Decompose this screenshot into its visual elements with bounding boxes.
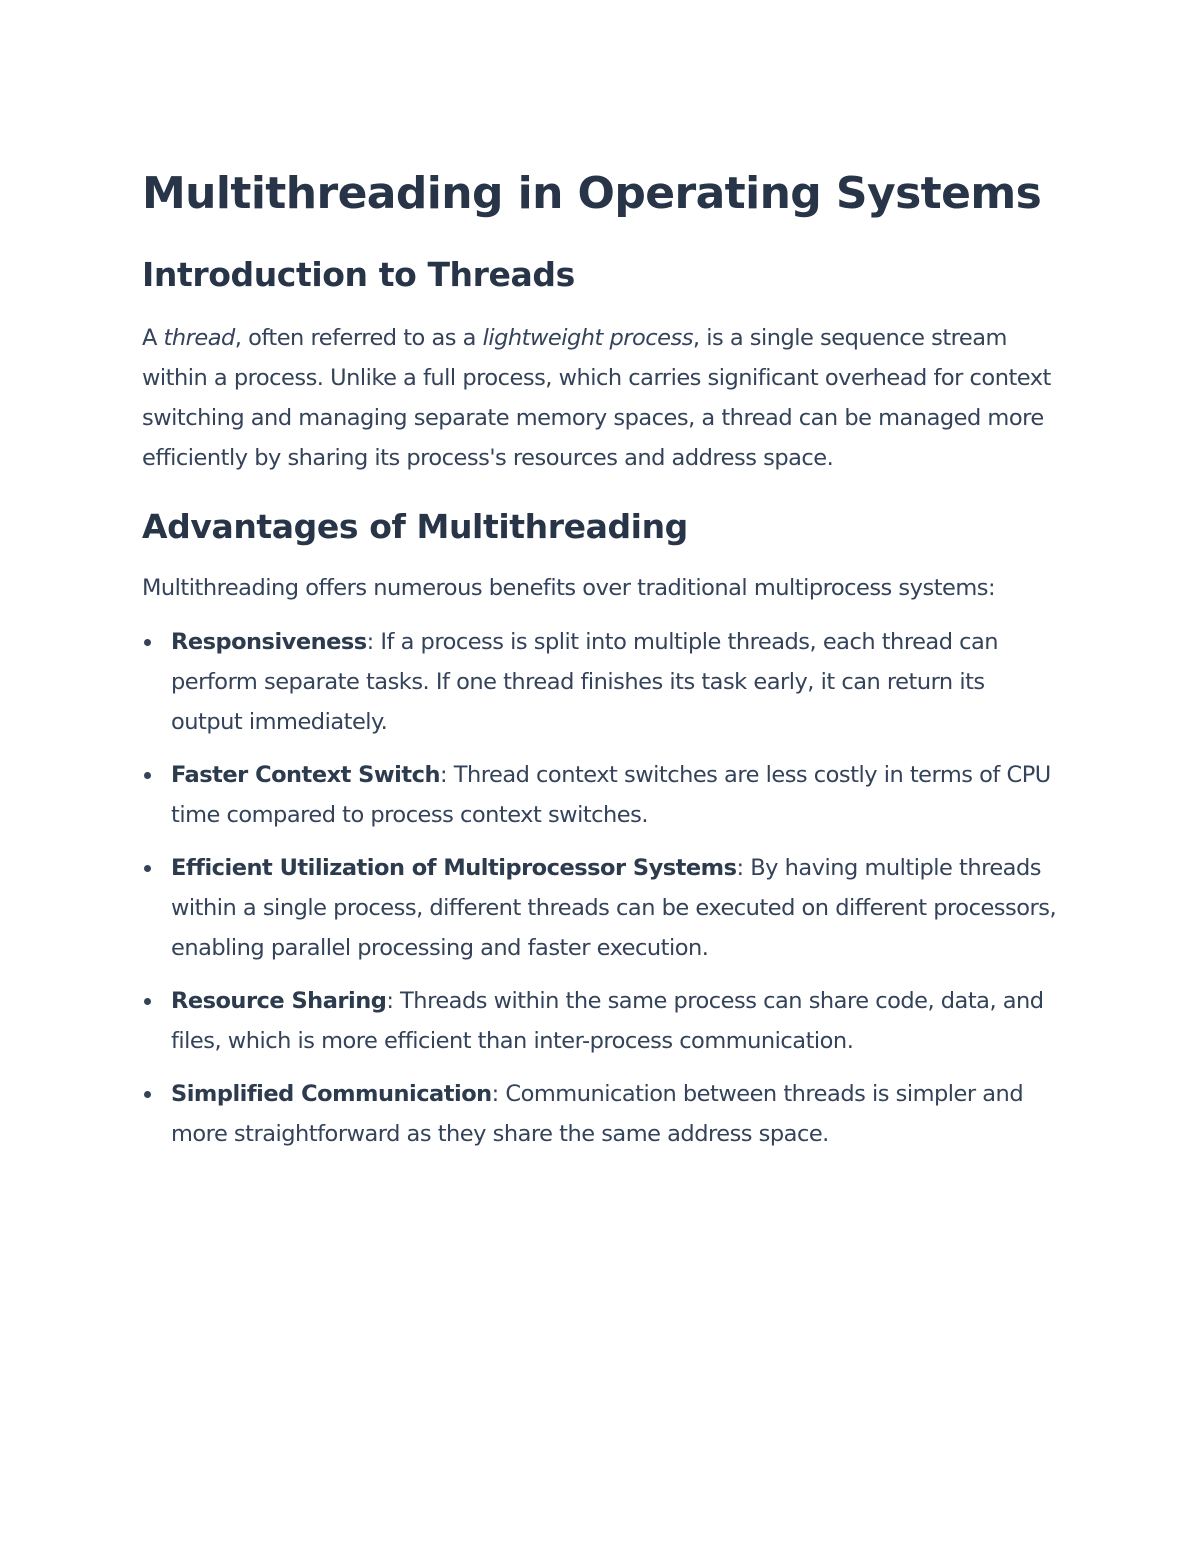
page-title: Multithreading in Operating Systems <box>142 168 1042 219</box>
list-item-text: : Communication between threads is simpler and more straightforward as they share the same address space. <box>171 1081 1024 1147</box>
list-item <box>142 622 1062 742</box>
list-item <box>142 848 1062 968</box>
intro-text-end: , is a single sequence stream within a process. Unlike a full process, which carries significant overhead for context switching and managing separate memory spaces, a thread can be managed more efficiently by sharing its process's resources and address space. <box>142 325 1051 471</box>
intro-text-start: A <box>142 325 164 351</box>
list-item-term: Responsiveness <box>171 629 367 655</box>
list-item <box>142 981 1062 1061</box>
section-heading-introduction: Introduction to Threads <box>142 255 575 294</box>
bullet-icon <box>144 772 151 779</box>
list-item <box>142 755 1062 835</box>
intro-text-mid: , often referred to as a <box>234 325 483 351</box>
list-item-term: Simplified Communication <box>171 1081 492 1107</box>
list-item-text: : Thread context switches are less costly in terms of CPU time compared to process context switches. <box>171 762 1051 828</box>
list-item-text: : If a process is split into multiple threads, each thread can perform separate tasks. If one thread finishes its task early, it can return its output immediately. <box>171 629 999 735</box>
advantages-lead-paragraph: Multithreading offers numerous benefits over traditional multiprocess systems: <box>142 575 996 601</box>
list-item-term: Faster Context Switch <box>171 762 440 788</box>
document-page <box>142 162 1062 1167</box>
intro-paragraph <box>142 318 1062 478</box>
term-lightweight-process: lightweight process <box>482 325 693 351</box>
bullet-icon <box>144 865 151 872</box>
bullet-icon <box>144 1091 151 1098</box>
bullet-icon <box>144 639 151 646</box>
bullet-icon <box>144 998 151 1005</box>
term-thread: thread <box>163 325 235 351</box>
list-item-term: Resource Sharing <box>171 988 387 1014</box>
section-heading-advantages: Advantages of Multithreading <box>142 507 688 546</box>
advantages-list <box>142 622 1062 1154</box>
list-item-term: Efficient Utilization of Multiprocessor Systems <box>171 855 737 881</box>
list-item <box>142 1074 1062 1154</box>
list-item-text: : By having multiple threads within a single process, different threads can be executed on different processors, enabling parallel processing and faster execution. <box>171 855 1057 961</box>
list-item-text: : Threads within the same process can share code, data, and files, which is more efficient than inter-process communication. <box>171 988 1044 1054</box>
